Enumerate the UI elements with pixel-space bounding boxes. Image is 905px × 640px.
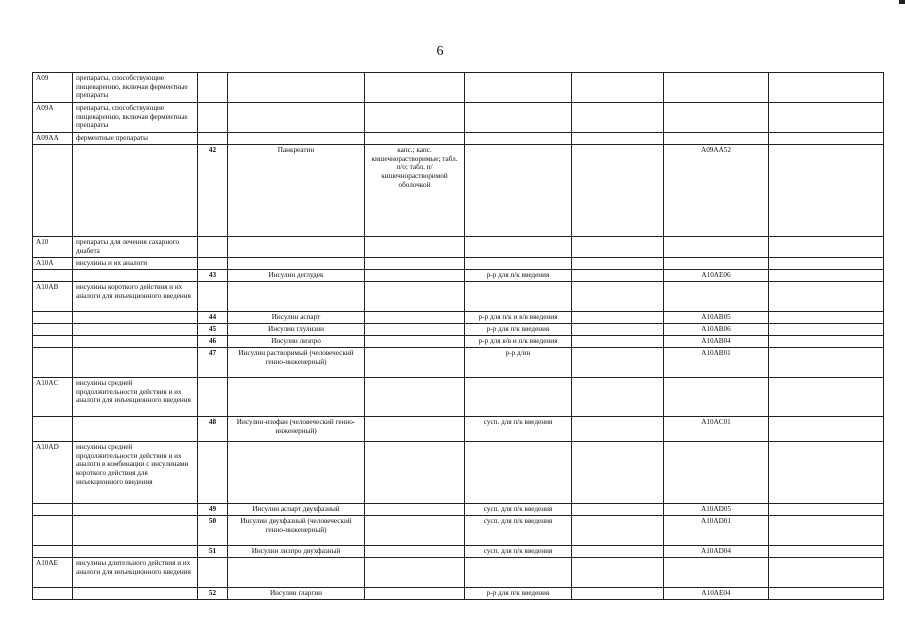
table-row	[33, 546, 884, 558]
empty-cell	[572, 270, 664, 282]
item-number	[198, 133, 228, 145]
dosage-form	[365, 270, 465, 282]
atc-group-name	[73, 348, 198, 378]
atc-code: A10AE06	[664, 270, 769, 282]
release-form	[465, 103, 572, 133]
item-number: 51	[198, 546, 228, 558]
release-form	[465, 237, 572, 258]
empty-cell	[769, 336, 884, 348]
drug-name: Инсулин деглудек	[228, 270, 365, 282]
atc-code: A10AB04	[664, 336, 769, 348]
table-row	[33, 378, 884, 417]
table-row	[33, 588, 884, 600]
release-form: р-р для п/к введения	[465, 588, 572, 600]
release-form: сусп. для п/к введения	[465, 546, 572, 558]
drug-name: Инсулин аспарт двухфазный	[228, 504, 365, 516]
release-form	[465, 378, 572, 417]
release-form: р-р для п/к введения	[465, 324, 572, 336]
item-number: 46	[198, 336, 228, 348]
atc-group-name: инсулины короткого действия и их аналоги для инъекционного введения	[73, 282, 198, 312]
table-row	[33, 324, 884, 336]
dosage-form	[365, 378, 465, 417]
drug-name: Инсулин гларгин	[228, 588, 365, 600]
empty-cell	[769, 282, 884, 312]
drug-name: Инсулин лизпро	[228, 336, 365, 348]
empty-cell	[769, 588, 884, 600]
drug-name	[228, 378, 365, 417]
atc-group-code: A10AB	[33, 282, 73, 312]
dosage-form: капс.; капс. кишечнорастворимые; табл. п/о; табл. п/кишечнорастворимой оболочкой	[365, 145, 465, 237]
drug-name	[228, 558, 365, 588]
atc-code: A10AD05	[664, 504, 769, 516]
atc-code	[664, 103, 769, 133]
empty-cell	[769, 312, 884, 324]
empty-cell	[572, 588, 664, 600]
dosage-form	[365, 516, 465, 546]
item-number	[198, 442, 228, 504]
atc-group-code	[33, 312, 73, 324]
item-number: 49	[198, 504, 228, 516]
item-number: 43	[198, 270, 228, 282]
release-form	[465, 258, 572, 270]
dosage-form	[365, 324, 465, 336]
table-row	[33, 258, 884, 270]
drug-name	[228, 258, 365, 270]
atc-code	[664, 258, 769, 270]
drug-name: Инсулин-изофан (человеческий генно-инженерный)	[228, 417, 365, 442]
drug-name: Инсулин лизпро двухфазный	[228, 546, 365, 558]
dosage-form	[365, 312, 465, 324]
release-form: р-р для п/к введения	[465, 270, 572, 282]
empty-cell	[769, 145, 884, 237]
item-number	[198, 282, 228, 312]
dosage-form	[365, 282, 465, 312]
table-row	[33, 442, 884, 504]
atc-group-name	[73, 270, 198, 282]
drug-name	[228, 442, 365, 504]
empty-cell	[769, 237, 884, 258]
empty-cell	[572, 258, 664, 270]
drug-name	[228, 133, 365, 145]
atc-group-code: A10AC	[33, 378, 73, 417]
atc-code: A10AB06	[664, 324, 769, 336]
atc-group-name: инсулины средней продолжительности действия и их аналоги для инъекционного введения	[73, 378, 198, 417]
table-row	[33, 516, 884, 546]
empty-cell	[572, 103, 664, 133]
empty-cell	[769, 270, 884, 282]
atc-code: A10AD01	[664, 516, 769, 546]
empty-cell	[572, 417, 664, 442]
atc-code	[664, 73, 769, 103]
empty-cell	[769, 348, 884, 378]
item-number	[198, 237, 228, 258]
dosage-form	[365, 348, 465, 378]
empty-cell	[572, 378, 664, 417]
drug-name: Инсулин растворимый (человеческий генно-инженерный)	[228, 348, 365, 378]
dosage-form	[365, 417, 465, 442]
atc-group-name	[73, 504, 198, 516]
drug-name	[228, 103, 365, 133]
release-form	[465, 145, 572, 237]
atc-group-code	[33, 504, 73, 516]
atc-group-name: препараты для лечения сахарного диабета	[73, 237, 198, 258]
drug-name: Панкреатин	[228, 145, 365, 237]
atc-group-code: A09A	[33, 103, 73, 133]
atc-code	[664, 442, 769, 504]
atc-group-name	[73, 546, 198, 558]
atc-group-name	[73, 516, 198, 546]
dosage-form	[365, 258, 465, 270]
atc-group-code	[33, 145, 73, 237]
release-form: сусп. для п/к введения	[465, 504, 572, 516]
atc-code	[664, 237, 769, 258]
atc-group-name: препараты, способствующие пищеварению, включая ферментные препараты	[73, 73, 198, 103]
release-form: р-р д/ин	[465, 348, 572, 378]
atc-group-code: A10AE	[33, 558, 73, 588]
item-number: 44	[198, 312, 228, 324]
empty-cell	[572, 336, 664, 348]
corner-scan-mark	[899, 0, 905, 4]
empty-cell	[769, 324, 884, 336]
table-row	[33, 417, 884, 442]
drug-name	[228, 282, 365, 312]
item-number	[198, 558, 228, 588]
item-number	[198, 378, 228, 417]
empty-cell	[572, 237, 664, 258]
table-row	[33, 73, 884, 103]
atc-group-code	[33, 270, 73, 282]
atc-group-name	[73, 336, 198, 348]
atc-group-code: A09AA	[33, 133, 73, 145]
drug-name: Инсулин двухфазный (человеческий генно-инженерный)	[228, 516, 365, 546]
release-form: сусп. для п/к введения	[465, 516, 572, 546]
dosage-form	[365, 336, 465, 348]
item-number: 52	[198, 588, 228, 600]
dosage-form	[365, 558, 465, 588]
empty-cell	[769, 103, 884, 133]
atc-code: A10AB01	[664, 348, 769, 378]
atc-group-code	[33, 516, 73, 546]
drug-name	[228, 73, 365, 103]
table-row	[33, 270, 884, 282]
empty-cell	[572, 133, 664, 145]
atc-code: A10AC01	[664, 417, 769, 442]
empty-cell	[769, 546, 884, 558]
atc-group-name	[73, 417, 198, 442]
table-row	[33, 145, 884, 237]
drug-name: Инсулин глулизин	[228, 324, 365, 336]
release-form: р-р для в/в и п/к введения	[465, 336, 572, 348]
empty-cell	[572, 348, 664, 378]
item-number	[198, 73, 228, 103]
table-row	[33, 312, 884, 324]
atc-group-code	[33, 546, 73, 558]
item-number	[198, 103, 228, 133]
atc-group-name: инсулины средней продолжительности действия и их аналоги в комбинации с инсулинами короткого действия для инъекционного введения	[73, 442, 198, 504]
atc-group-code	[33, 336, 73, 348]
empty-cell	[769, 516, 884, 546]
atc-group-code	[33, 348, 73, 378]
empty-cell	[769, 558, 884, 588]
atc-code	[664, 558, 769, 588]
empty-cell	[572, 282, 664, 312]
dosage-form	[365, 442, 465, 504]
empty-cell	[769, 417, 884, 442]
atc-group-name	[73, 312, 198, 324]
item-number: 45	[198, 324, 228, 336]
empty-cell	[572, 516, 664, 546]
atc-code: A10AE04	[664, 588, 769, 600]
atc-group-code	[33, 417, 73, 442]
table-row	[33, 348, 884, 378]
table-body	[33, 73, 884, 600]
table-row	[33, 558, 884, 588]
atc-group-name: инсулины и их аналоги	[73, 258, 198, 270]
table-row	[33, 336, 884, 348]
atc-group-code	[33, 324, 73, 336]
release-form: р-р для п/к и в/в введения	[465, 312, 572, 324]
atc-code: A09AA52	[664, 145, 769, 237]
dosage-form	[365, 504, 465, 516]
empty-cell	[769, 133, 884, 145]
atc-group-code: A10	[33, 237, 73, 258]
release-form: сусп. для п/к введения	[465, 417, 572, 442]
empty-cell	[769, 258, 884, 270]
atc-group-name: ферментные препараты	[73, 133, 198, 145]
item-number: 42	[198, 145, 228, 237]
atc-code: A10AB05	[664, 312, 769, 324]
atc-code	[664, 282, 769, 312]
empty-cell	[572, 312, 664, 324]
dosage-form	[365, 588, 465, 600]
empty-cell	[572, 546, 664, 558]
atc-code	[664, 378, 769, 417]
release-form	[465, 133, 572, 145]
atc-group-name	[73, 324, 198, 336]
item-number	[198, 258, 228, 270]
empty-cell	[769, 73, 884, 103]
empty-cell	[769, 378, 884, 417]
atc-group-code: A09	[33, 73, 73, 103]
empty-cell	[572, 504, 664, 516]
table-row	[33, 504, 884, 516]
item-number: 47	[198, 348, 228, 378]
atc-code: A10AD04	[664, 546, 769, 558]
atc-group-name: препараты, способствующие пищеварению, включая ферментные препараты	[73, 103, 198, 133]
item-number: 50	[198, 516, 228, 546]
empty-cell	[572, 145, 664, 237]
dosage-form	[365, 237, 465, 258]
atc-group-code: A10A	[33, 258, 73, 270]
dosage-form	[365, 133, 465, 145]
drug-name	[228, 237, 365, 258]
empty-cell	[572, 324, 664, 336]
dosage-form	[365, 546, 465, 558]
drug-list-table	[32, 72, 884, 600]
atc-group-name	[73, 588, 198, 600]
atc-group-code: A10AD	[33, 442, 73, 504]
release-form	[465, 442, 572, 504]
dosage-form	[365, 73, 465, 103]
table-row	[33, 133, 884, 145]
atc-group-name	[73, 145, 198, 237]
empty-cell	[769, 442, 884, 504]
atc-group-code	[33, 588, 73, 600]
empty-cell	[572, 442, 664, 504]
empty-cell	[572, 558, 664, 588]
atc-code	[664, 133, 769, 145]
page-number: 6	[436, 44, 444, 59]
release-form	[465, 282, 572, 312]
release-form	[465, 73, 572, 103]
drug-name: Инсулин аспарт	[228, 312, 365, 324]
dosage-form	[365, 103, 465, 133]
item-number: 48	[198, 417, 228, 442]
empty-cell	[572, 73, 664, 103]
release-form	[465, 558, 572, 588]
atc-group-name: инсулины длительного действия и их аналоги для инъекционного введения	[73, 558, 198, 588]
empty-cell	[769, 504, 884, 516]
table-row	[33, 103, 884, 133]
table-row	[33, 282, 884, 312]
table-row	[33, 237, 884, 258]
